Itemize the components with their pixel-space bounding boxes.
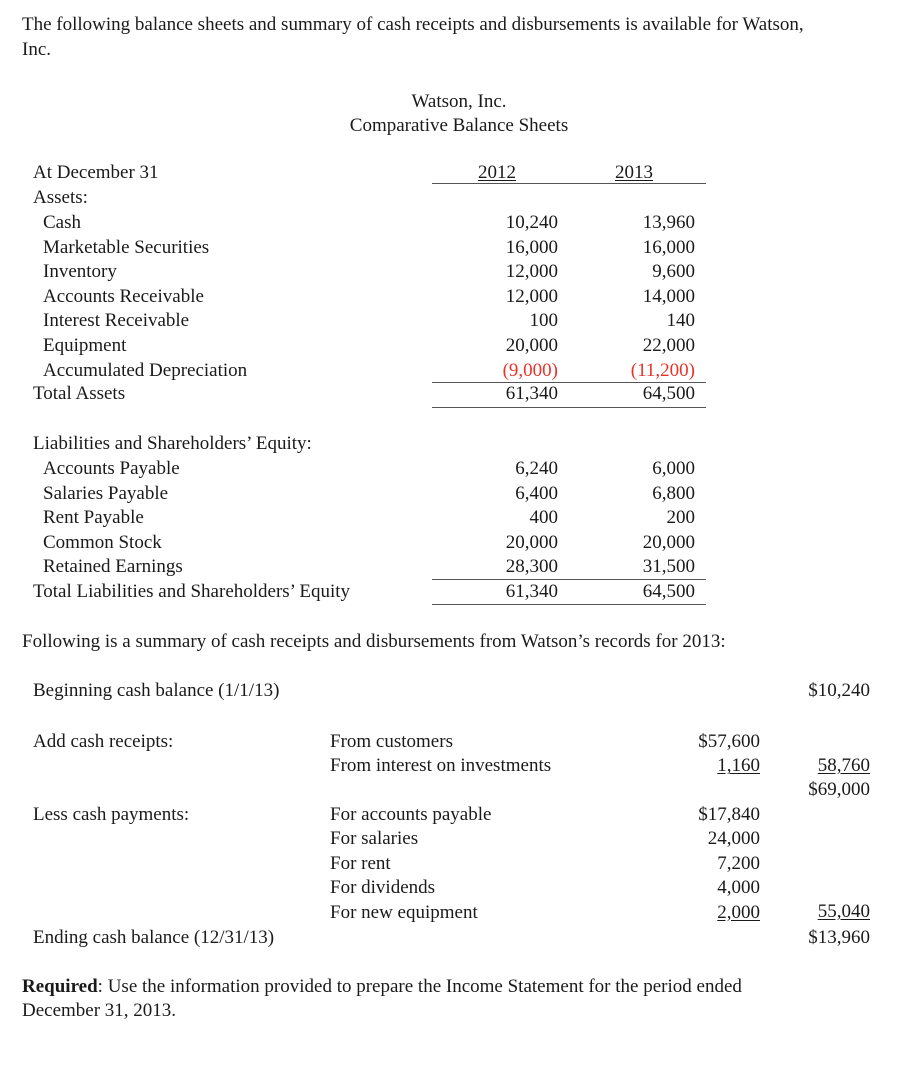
line-item-label: Rent Payable bbox=[43, 507, 144, 529]
total-assets-2012: 61,340 bbox=[505, 383, 558, 404]
beginning-cash-value: $10,240 bbox=[808, 680, 870, 701]
cash-summary-intro: Following is a summary of cash receipts and disbursements from Watson’s records for 2013: bbox=[22, 631, 726, 652]
line-item-label: Equipment bbox=[43, 335, 127, 356]
payment-label: For salaries bbox=[330, 828, 419, 850]
payment-label: For rent bbox=[330, 852, 391, 874]
line-item-label: Cash bbox=[43, 212, 81, 233]
line-item-2012: 400 bbox=[529, 507, 558, 529]
line-item-label: Accumulated Depreciation bbox=[43, 359, 248, 381]
line-item-2013: 13,960 bbox=[642, 212, 695, 233]
payment-amount: 4,000 bbox=[717, 877, 760, 899]
line-item-label: Inventory bbox=[43, 261, 117, 283]
line-item-2012: 12,000 bbox=[505, 261, 558, 283]
intro-line-2: Inc. bbox=[22, 39, 52, 60]
required-line-1 bbox=[22, 975, 742, 999]
required-text: : Use the information provided to prepare the Income Statement for the period ended bbox=[97, 976, 742, 997]
beginning-cash-label: Beginning cash balance (1/1/13) bbox=[33, 680, 280, 701]
receipt-amount: $57,600 bbox=[698, 731, 760, 752]
year-2012-header: 2012 bbox=[478, 162, 516, 183]
company-name: Watson, Inc. bbox=[411, 91, 507, 112]
line-item-2012: 100 bbox=[529, 310, 558, 332]
line-item-2012: 20,000 bbox=[505, 531, 558, 553]
line-item-2013: 31,500 bbox=[642, 556, 695, 578]
line-item-2013: 22,000 bbox=[642, 335, 695, 356]
line-item-2013: 9,600 bbox=[652, 261, 695, 283]
line-item-2013: 20,000 bbox=[642, 531, 695, 553]
year-2013-header: 2013 bbox=[615, 162, 653, 183]
ending-cash-value: $13,960 bbox=[808, 927, 870, 948]
line-item-2012: 12,000 bbox=[505, 285, 558, 307]
assets-total-rule bbox=[432, 407, 706, 408]
required-line-2: December 31, 2013. bbox=[22, 1000, 177, 1021]
ending-cash-label: Ending cash balance (12/31/13) bbox=[33, 927, 275, 948]
line-item-2013: 14,000 bbox=[642, 285, 695, 307]
line-item-2013: 6,000 bbox=[652, 458, 695, 479]
total-assets-label: Total Assets bbox=[33, 383, 126, 404]
line-item-label: Marketable Securities bbox=[43, 236, 210, 258]
line-item-label: Interest Receivable bbox=[43, 310, 190, 332]
line-item-2012: 6,240 bbox=[515, 458, 558, 479]
receipts-total: 58,760 bbox=[817, 755, 870, 776]
receipt-amount: 1,160 bbox=[717, 755, 760, 777]
line-item-2012: 28,300 bbox=[505, 556, 558, 578]
liabilities-header: Liabilities and Shareholders’ Equity: bbox=[33, 433, 312, 454]
line-item-2012: (9,000) bbox=[502, 359, 558, 381]
liabilities-total-rule bbox=[432, 604, 706, 605]
payment-amount: $17,840 bbox=[698, 804, 760, 825]
line-item-label: Accounts Payable bbox=[43, 458, 180, 479]
total-liabilities-2013: 64,500 bbox=[642, 581, 695, 602]
line-item-label: Salaries Payable bbox=[43, 482, 169, 504]
payment-label: For dividends bbox=[330, 877, 436, 899]
receipt-label: From customers bbox=[330, 731, 453, 752]
line-item-label: Accounts Receivable bbox=[43, 285, 204, 307]
receipts-label: Add cash receipts: bbox=[33, 731, 174, 752]
payments-label: Less cash payments: bbox=[33, 804, 190, 825]
payment-amount: 2,000 bbox=[717, 901, 760, 923]
total-liabilities-2012: 61,340 bbox=[505, 581, 558, 602]
intro-line-1: The following balance sheets and summary of cash receipts and disbursements is available for Watson, bbox=[22, 14, 804, 35]
line-item-2012: 10,240 bbox=[505, 212, 558, 233]
payments-total: 55,040 bbox=[817, 901, 870, 922]
assets-header: Assets: bbox=[33, 187, 88, 208]
line-item-label: Common Stock bbox=[43, 531, 162, 553]
subtotal-cash: $69,000 bbox=[808, 779, 870, 800]
payment-label: For new equipment bbox=[330, 901, 478, 923]
header-rule bbox=[432, 183, 706, 184]
required-label: Required bbox=[22, 976, 98, 997]
line-item-2012: 6,400 bbox=[515, 482, 558, 504]
date-label: At December 31 bbox=[33, 162, 159, 183]
total-assets-2013: 64,500 bbox=[642, 383, 695, 404]
line-item-2013: 16,000 bbox=[642, 236, 695, 258]
total-liabilities-label: Total Liabilities and Shareholders’ Equity bbox=[33, 581, 351, 602]
balance-sheet-title: Comparative Balance Sheets bbox=[349, 115, 569, 136]
line-item-2012: 16,000 bbox=[505, 236, 558, 258]
line-item-2013: (11,200) bbox=[630, 359, 695, 381]
line-item-2012: 20,000 bbox=[505, 335, 558, 356]
payment-amount: 7,200 bbox=[717, 852, 760, 874]
line-item-label: Retained Earnings bbox=[43, 556, 183, 578]
line-item-2013: 6,800 bbox=[652, 482, 695, 504]
payment-amount: 24,000 bbox=[707, 828, 760, 850]
line-item-2013: 200 bbox=[666, 507, 695, 529]
payment-label: For accounts payable bbox=[330, 804, 492, 825]
receipt-label: From interest on investments bbox=[330, 755, 552, 777]
line-item-2013: 140 bbox=[666, 310, 695, 332]
